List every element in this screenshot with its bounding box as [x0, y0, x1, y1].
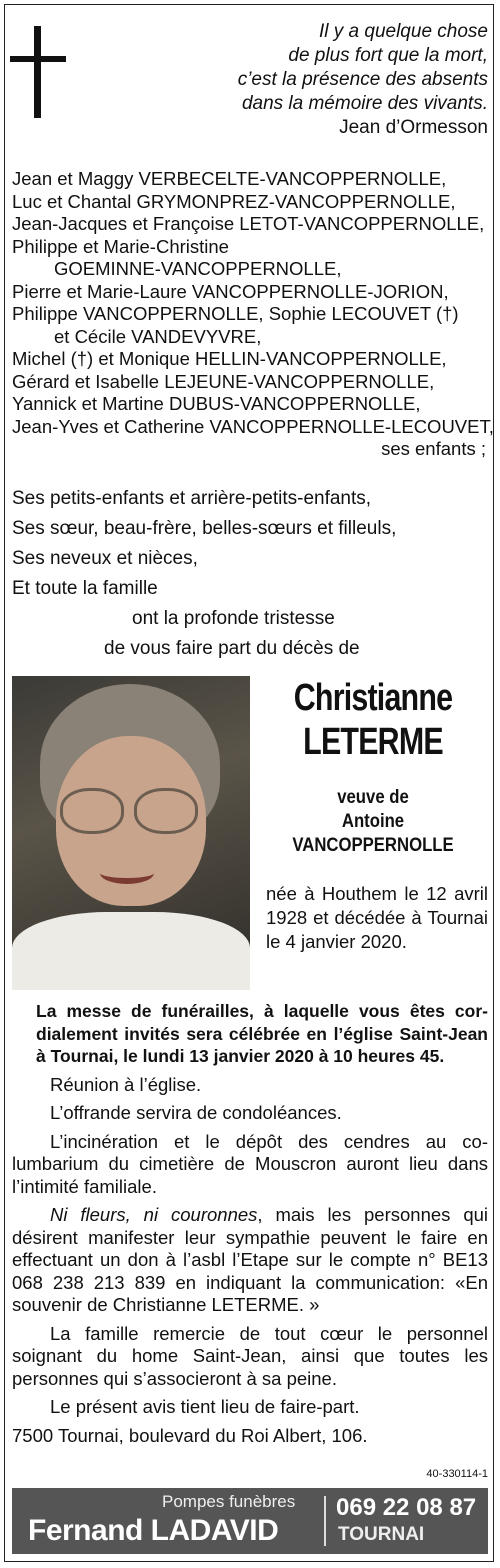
relatives-line: de vous faire part du décès de [104, 638, 360, 659]
family-line: Gérard et Isabelle LEJEUNE-VANCOPPERNOLLE, [12, 370, 435, 392]
family-line: Michel (†) et Monique HELLIN-VANCOPPERNOLLE, [12, 348, 447, 369]
reference-number: 40-330114-1 [426, 1468, 488, 1480]
family-line: Philippe et Marie-Christine [12, 235, 229, 257]
cremation-note: L’incinération et le dépôt des cendres au columbarium du cimetière de Mouscron auront lieu dans l’intimité familiale. [12, 1130, 488, 1197]
relatives-line: Ses petits-enfants et arrière-petits-enfants, [12, 488, 372, 509]
widow-of [272, 786, 474, 858]
family-list [12, 168, 494, 461]
portrait-photo [12, 676, 250, 990]
family-line: Philippe VANCOPPERNOLLE, Sophie LECOUVET (†) [12, 303, 459, 324]
epigraph-quote [128, 20, 488, 140]
flowers-note [12, 1204, 488, 1317]
family-line: Luc et Chantal GRYMONPREZ-VANCOPPERNOLLE, [12, 190, 456, 212]
birth-death-details: née à Houthem le 12 avril 1928 et décédée à Tournai le 4 janvier 2020. [266, 883, 488, 952]
family-line: ses enfants ; [381, 438, 486, 459]
family-line: Pierre et Marie-Laure VANCOPPERNOLLE-JORION, [12, 280, 449, 302]
family-line: Jean et Maggy VERBECELTE-VANCOPPERNOLLE, [12, 168, 447, 189]
relatives-list [12, 484, 488, 664]
family-line: Yannick et Martine DUBUS-VANCOPPERNOLLE, [12, 393, 421, 414]
quote-line: Il y a quelque chose [318, 21, 488, 42]
city-label: TOURNAI [338, 1524, 425, 1545]
address: 7500 Tournai, boulevard du Roi Albert, 106. [12, 1424, 368, 1446]
quote-line: c’est la présence des absents [237, 69, 488, 90]
funeral-details [12, 1000, 488, 1453]
thanks-note: La famille remercie de tout cœur le personnel soignant du home Saint-Jean, ainsi que toutes les personnes qui s’associeront à sa peine. [12, 1322, 488, 1389]
funeral-home-banner [12, 1488, 488, 1554]
relatives-line: Ses sœur, beau-frère, belles-sœurs et filleuls, [12, 518, 397, 539]
relatives-line: Ses neveux et nièces, [12, 548, 198, 569]
family-line: GOEMINNE-VANCOPPERNOLLE, [54, 258, 342, 279]
phone-number: 069 22 08 87 [336, 1494, 477, 1521]
cross-icon [10, 26, 66, 118]
widow-line: VANCOPPERNOLLE [292, 835, 454, 856]
service-label: Pompes funèbres [162, 1492, 296, 1511]
deceased-name [258, 676, 488, 764]
quote-line: dans la mémoire des vivants. [241, 93, 488, 114]
deceased-last-name: LETERME [303, 721, 443, 763]
family-line: et Cécile VANDEVYVRE, [54, 325, 262, 347]
family-line: Jean-Yves et Catherine VANCOPPERNOLLE-LECOUVET, [12, 415, 494, 437]
quote-line: de plus fort que la mort, [288, 45, 488, 66]
widow-line: Antoine [341, 811, 405, 832]
meeting-note: Réunion à l’église. [50, 1073, 202, 1095]
mass-announcement: La messe de funérailles, à laquelle vous êtes cordialement invités sera célébrée en l’église Saint-Jean à Tournai, le lundi 13 janvier 2020 à 10 heures 45. [36, 1001, 488, 1066]
relatives-line: Et toute la famille [12, 578, 158, 599]
flowers-emphasis: Ni fleurs, ni couronnes [50, 1204, 258, 1225]
divider [324, 1496, 326, 1546]
quote-author: Jean d’Ormesson [339, 117, 488, 138]
notice-note: Le présent avis tient lieu de faire-part. [50, 1396, 360, 1417]
family-line: Jean-Jacques et Françoise LETOT-VANCOPPERNOLLE, [12, 213, 485, 234]
deceased-first-name: Christianne [293, 677, 453, 719]
widow-line: veuve de [337, 787, 409, 808]
firm-name: Fernand LADAVID [28, 1514, 279, 1547]
flowers-text: , mais les personnes qui désirent manifester leur sympathie peuvent le faire en effectuant un don à l’asbl l’Etape sur le compte n° BE13 068 238 213 839 en indiquant la communication: «En souvenir de Christianne LETERME. » [12, 1204, 489, 1315]
offering-note: L’offrande servira de condoléances. [50, 1102, 342, 1123]
relatives-line: ont la profonde tristesse [132, 608, 335, 629]
